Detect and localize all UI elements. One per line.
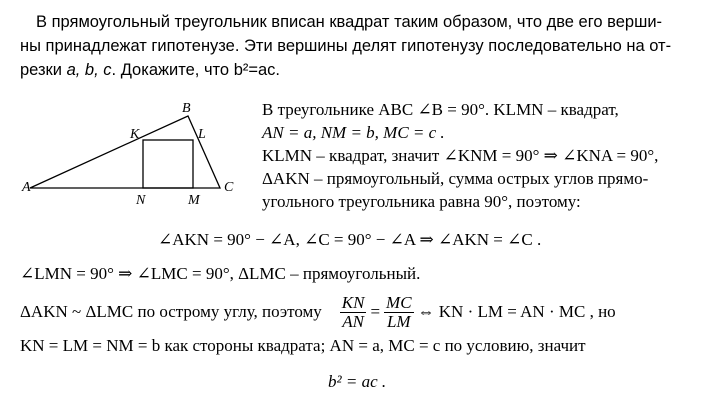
solution-line-2: AN = a, NM = b, MC = c . (262, 123, 445, 142)
solution-line-3: KLMN – квадрат, значит ∠KNM = 90° ⇒ ∠KNA = 90°, (262, 146, 659, 165)
solution-line-7: ∠LMN = 90° ⇒ ∠LMC = 90°, ΔLMC – прямоугольный. (20, 264, 421, 283)
problem-line-1: В прямоугольный треугольник вписан квадрат таким образом, что две его верши- (36, 13, 663, 31)
problem-statement (20, 10, 705, 82)
label-m: M (188, 193, 200, 208)
fraction-2-denominator: LM (386, 311, 411, 331)
square-klmn (143, 140, 193, 188)
solution-line-5: угольного треугольника равна 90°, поэтому: (262, 192, 581, 211)
label-b: B (182, 101, 191, 116)
fraction-1-denominator: AN (342, 311, 364, 331)
problem-line-2: ны принадлежат гипотенузе. Эти вершины делят гипотенузу последовательно на от- (20, 37, 672, 55)
problem-claim: b²=ac. (233, 61, 281, 79)
problem-line-3-pre: резки (20, 61, 67, 79)
label-c: C (224, 180, 234, 195)
fraction-2-numerator: MC (386, 292, 412, 312)
similarity-text: ΔAKN ~ ΔLMC по острому углу, поэтому (20, 302, 322, 321)
fraction-kn-an (340, 294, 367, 331)
solution-line-1: В треугольнике ABC ∠B = 90°. KLMN – квадрат, (262, 100, 619, 119)
problem-line-3 (20, 58, 705, 82)
label-n: N (136, 193, 146, 208)
label-l: L (198, 127, 206, 142)
equivalence-text: ⇔ KN · LM = AN · MC , но (417, 302, 616, 321)
solution-line-9: KN = LM = NM = b как стороны квадрата; AN = a, MC = c по условию, значит (20, 336, 586, 355)
fraction-mc-lm (384, 294, 414, 331)
triangle-abc (30, 116, 220, 188)
solution-line-8 (20, 290, 616, 334)
problem-line-3-post: . Докажите, что (111, 61, 234, 79)
conclusion: b² = ac . (328, 372, 387, 391)
equals-sign: = (370, 302, 381, 321)
label-k: K (130, 127, 140, 142)
solution-line-6: ∠AKN = 90° − ∠A, ∠C = 90° − ∠A ⇒ ∠AKN = ∠C . (158, 230, 542, 249)
label-a: A (22, 180, 31, 195)
problem-vars: a, b, c (66, 61, 112, 79)
fraction-1-numerator: KN (341, 292, 365, 312)
solution-line-4: ΔAKN – прямоугольный, сумма острых углов прямо- (262, 169, 649, 188)
triangle-figure (20, 100, 250, 210)
